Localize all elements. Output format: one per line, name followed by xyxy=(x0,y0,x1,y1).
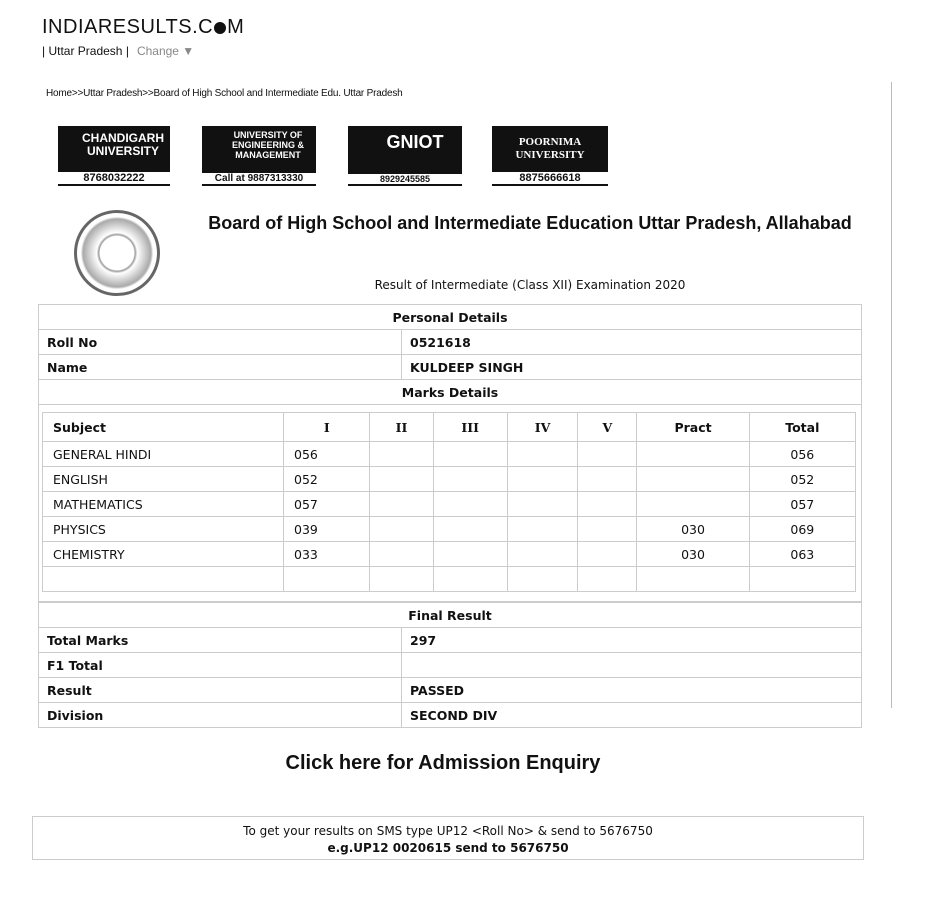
mark-cell xyxy=(507,467,577,492)
ad-title: GNIOT xyxy=(386,132,444,152)
name-label: Name xyxy=(39,355,402,380)
board-title: Board of High School and Intermediate Education Uttar Pradesh, Allahabad xyxy=(208,213,852,233)
roll-no-label: Roll No xyxy=(39,330,402,355)
change-state-link[interactable]: Change ▼ xyxy=(136,44,195,58)
result-label: Result xyxy=(39,678,402,703)
table-row xyxy=(43,442,856,467)
breadcrumb[interactable]: Home>>Uttar Pradesh>>Board of High School and Intermediate Edu. Uttar Pradesh xyxy=(46,88,403,99)
mark-cell xyxy=(578,517,637,542)
ad-chandigarh-university[interactable] xyxy=(58,126,170,186)
col-subject: Subject xyxy=(43,413,284,442)
mark-cell xyxy=(578,467,637,492)
site-logo[interactable] xyxy=(42,16,244,39)
subject-cell: CHEMISTRY xyxy=(43,542,284,567)
ad-phone: 8768032222 xyxy=(58,172,170,184)
subject-cell: PHYSICS xyxy=(43,517,284,542)
marks-header-row xyxy=(43,413,856,442)
total-cell: 063 xyxy=(749,542,855,567)
ad-title: CHANDIGARH UNIVERSITY xyxy=(82,131,164,158)
final-result-heading: Final Result xyxy=(39,603,862,628)
ad-title: UNIVERSITY OF ENGINEERING & MANAGEMENT xyxy=(231,130,304,160)
logo-text: INDIARESULTS.C xyxy=(42,16,214,38)
mark-cell xyxy=(433,442,507,467)
ad-uem[interactable] xyxy=(202,126,316,186)
mark-cell xyxy=(507,542,577,567)
sms-line-2: e.g.UP12 0020615 send to 5676750 xyxy=(327,841,569,855)
col-pract: Pract xyxy=(637,413,749,442)
admission-enquiry-link[interactable]: Click here for Admission Enquiry xyxy=(285,752,601,774)
table-row xyxy=(43,467,856,492)
subject-cell: GENERAL HINDI xyxy=(43,442,284,467)
col-iii: III xyxy=(433,413,507,442)
pract-cell xyxy=(637,467,749,492)
mark-cell xyxy=(578,542,637,567)
marks-table xyxy=(42,412,856,592)
mark-cell: 057 xyxy=(284,492,370,517)
total-cell: 052 xyxy=(749,467,855,492)
subject-cell: ENGLISH xyxy=(43,467,284,492)
sms-line-1: To get your results on SMS type UP12 <Roll No> & send to 5676750 xyxy=(243,824,653,838)
division-value: SECOND DIV xyxy=(402,703,862,728)
mark-cell xyxy=(433,542,507,567)
pract-cell xyxy=(637,442,749,467)
f1-total-label: F1 Total xyxy=(39,653,402,678)
subject-cell: MATHEMATICS xyxy=(43,492,284,517)
logo-text-end: M xyxy=(227,16,245,38)
ad-poornima-university[interactable] xyxy=(492,126,608,186)
mark-cell xyxy=(578,492,637,517)
ad-title: POORNIMA UNIVERSITY xyxy=(515,136,585,161)
mark-cell xyxy=(433,467,507,492)
ad-phone: Call at 9887313330 xyxy=(202,173,316,184)
personal-details-table xyxy=(38,304,862,404)
col-iv: IV xyxy=(507,413,577,442)
division-label: Division xyxy=(39,703,402,728)
marks-details-heading: Marks Details xyxy=(39,380,862,405)
logo-dot-icon xyxy=(214,22,226,34)
ad-gniot[interactable] xyxy=(348,126,462,186)
board-seal-icon xyxy=(74,210,160,296)
mark-cell xyxy=(370,492,433,517)
name-value: KULDEEP SINGH xyxy=(402,355,862,380)
col-v: V xyxy=(578,413,637,442)
total-cell: 057 xyxy=(749,492,855,517)
mark-cell xyxy=(370,442,433,467)
empty-row xyxy=(43,567,856,592)
total-cell: 069 xyxy=(749,517,855,542)
divider xyxy=(891,82,892,708)
mark-cell xyxy=(507,442,577,467)
state-selector xyxy=(42,44,194,58)
mark-cell: 033 xyxy=(284,542,370,567)
mark-cell: 039 xyxy=(284,517,370,542)
mark-cell xyxy=(507,517,577,542)
col-i: I xyxy=(284,413,370,442)
roll-no-value: 0521618 xyxy=(402,330,862,355)
personal-details-heading: Personal Details xyxy=(39,305,862,330)
f1-total-value xyxy=(402,653,862,678)
pract-cell: 030 xyxy=(637,542,749,567)
table-row xyxy=(43,542,856,567)
total-marks-label: Total Marks xyxy=(39,628,402,653)
table-row xyxy=(43,517,856,542)
total-marks-value: 297 xyxy=(402,628,862,653)
result-value: PASSED xyxy=(402,678,862,703)
ad-phone: 8875666618 xyxy=(492,172,608,184)
mark-cell xyxy=(370,517,433,542)
mark-cell xyxy=(578,442,637,467)
col-ii: II xyxy=(370,413,433,442)
mark-cell: 056 xyxy=(284,442,370,467)
mark-cell xyxy=(433,492,507,517)
final-result-table xyxy=(38,602,862,728)
exam-subtitle: Result of Intermediate (Class XII) Examination 2020 xyxy=(374,278,686,292)
table-row xyxy=(43,492,856,517)
mark-cell: 052 xyxy=(284,467,370,492)
mark-cell xyxy=(370,542,433,567)
mark-cell xyxy=(433,517,507,542)
ad-phone: 8929245585 xyxy=(348,174,462,184)
total-cell: 056 xyxy=(749,442,855,467)
pract-cell: 030 xyxy=(637,517,749,542)
sms-info-box xyxy=(32,816,864,860)
mark-cell xyxy=(370,467,433,492)
pract-cell xyxy=(637,492,749,517)
state-label: | Uttar Pradesh | xyxy=(42,44,129,58)
col-total: Total xyxy=(749,413,855,442)
mark-cell xyxy=(507,492,577,517)
